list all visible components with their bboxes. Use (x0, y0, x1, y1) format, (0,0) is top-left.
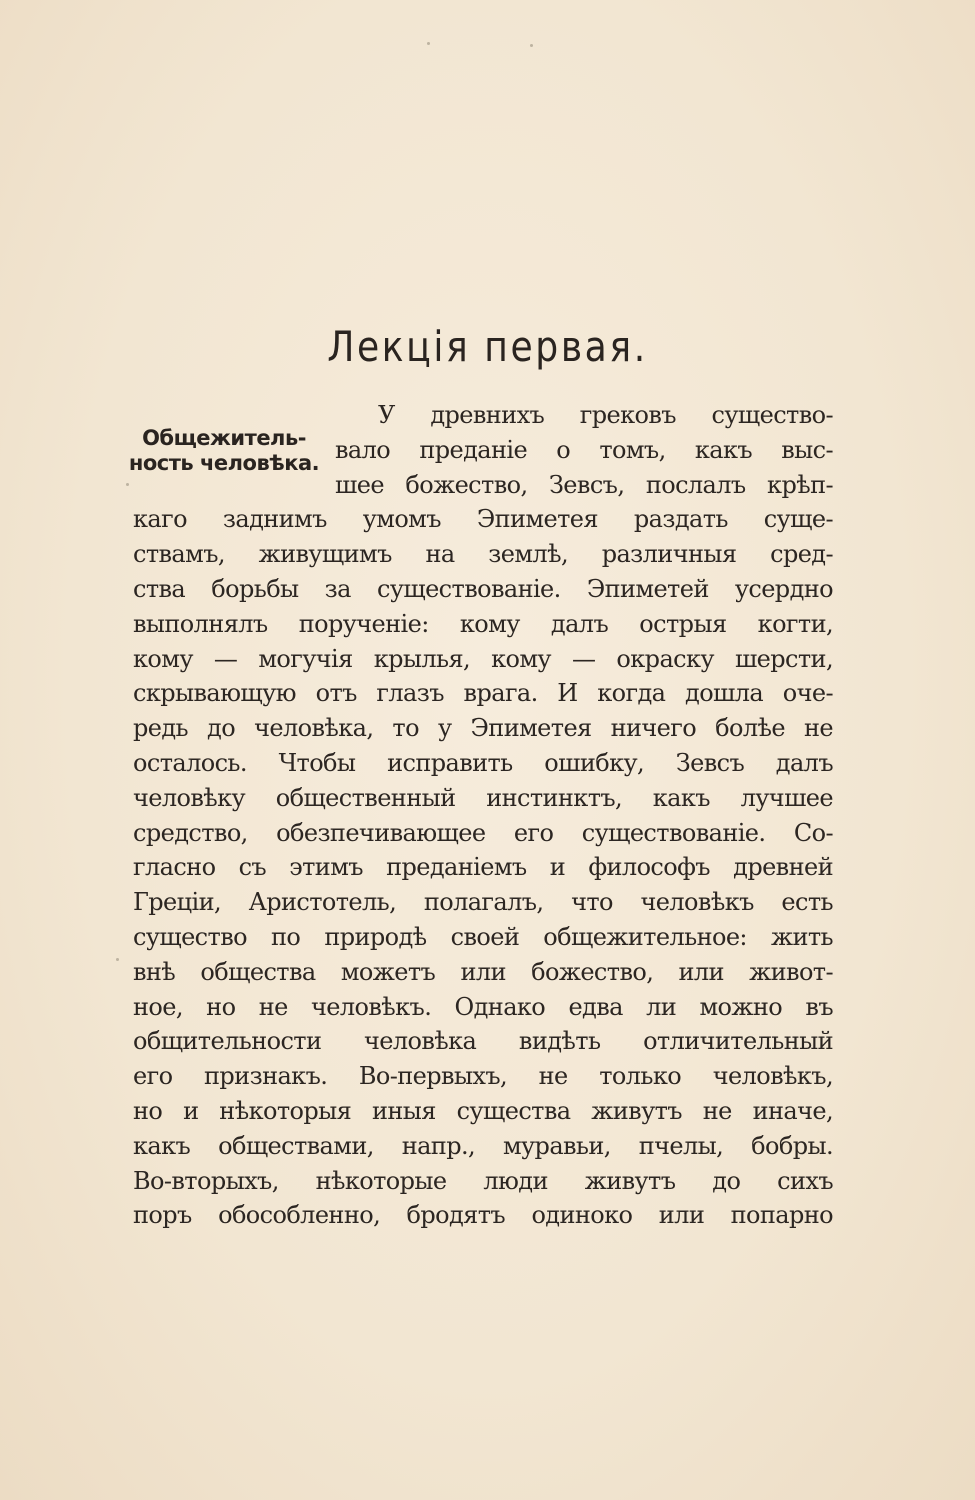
text-line: ствамъ, живущимъ на землѣ, различныя сред- (133, 540, 833, 569)
text-line: Греціи, Аристотель, полагалъ, что человѣкъ есть (133, 888, 833, 917)
text-line: скрывающую отъ глазъ врага. И когда дошла оче- (133, 679, 833, 708)
margin-note-line: ность человѣка. (128, 451, 320, 475)
text-line: ное, но не человѣкъ. Однако едва ли можно въ (133, 992, 833, 1021)
paper-speck (116, 958, 119, 961)
text-line: гласно съ этимъ преданіемъ и философъ древней (133, 853, 833, 882)
paper-speck (427, 42, 430, 45)
text-line: поръ обособленно, бродятъ одиноко или попарно (133, 1201, 833, 1230)
lecture-title: Лекція первая. (327, 322, 648, 371)
paper-speck (126, 483, 129, 486)
text-line: существо по природѣ своей общежительное: жить (133, 922, 833, 951)
text-line: редь до человѣка, то у Эпиметея ничего болѣе не (133, 714, 833, 743)
margin-note-line: Общежитель- (142, 426, 306, 450)
text-line: вало преданіе о томъ, какъ выс- (335, 435, 833, 464)
text-line: выполнялъ порученіе: кому далъ острыя когти, (133, 609, 833, 638)
text-line: но и нѣкоторыя иныя существа живутъ не иначе, (133, 1096, 833, 1125)
body-text (133, 398, 833, 1233)
text-line: каго заднимъ умомъ Эпиметея раздать суще- (133, 505, 833, 534)
text-line: человѣку общественный инстинктъ, какъ лучшее (133, 783, 833, 812)
text-line: общительности человѣка видѣть отличительный (133, 1027, 833, 1056)
text-line: какъ обществами, напр., муравьи, пчелы, бобры. (133, 1131, 833, 1160)
text-line: шее божество, Зевсъ, послалъ крѣп- (335, 470, 833, 499)
text-line: ства борьбы за существованіе. Эпиметей усердно (133, 574, 833, 603)
text-line: осталось. Чтобы исправить ошибку, Зевсъ далъ (133, 748, 833, 777)
paper-speck (530, 44, 533, 47)
text-line: его признакъ. Во-первыхъ, не только человѣкъ, (133, 1062, 833, 1091)
text-line: кому — могучія крылья, кому — окраску шерсти, (133, 644, 833, 673)
text-line: средство, обезпечивающее его существованіе. Со- (133, 818, 833, 847)
text-line: У древнихъ грековъ существо- (378, 401, 833, 429)
text-line: Во-вторыхъ, нѣкоторые люди живутъ до сихъ (133, 1166, 833, 1195)
text-line: внѣ общества можетъ или божество, или живот- (133, 957, 833, 986)
